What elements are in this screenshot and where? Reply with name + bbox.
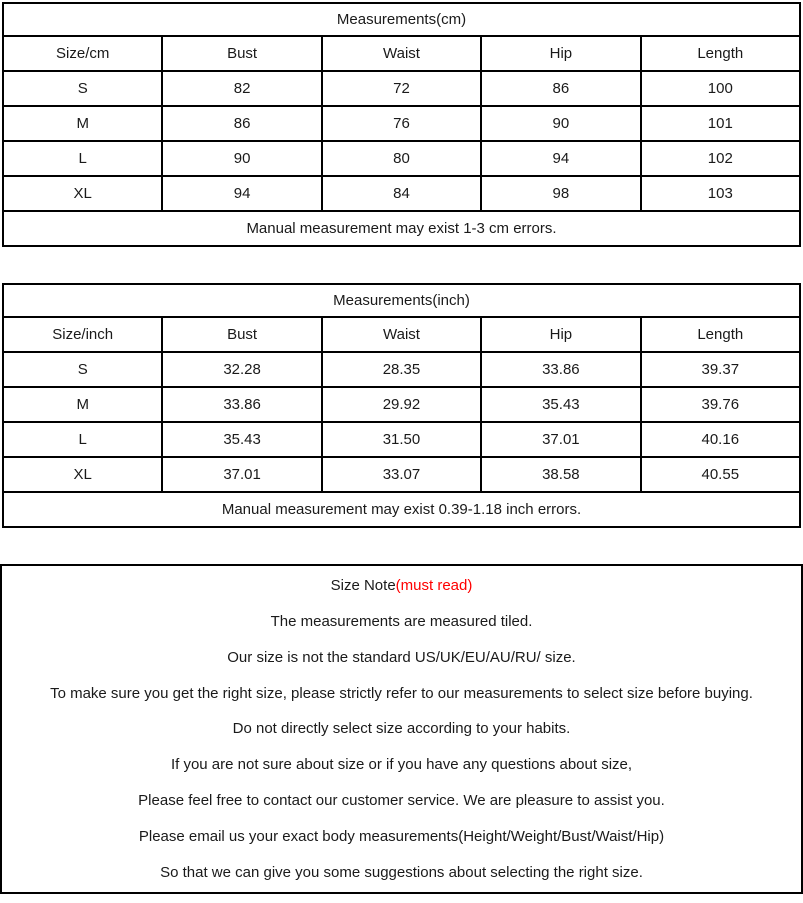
header-size-cm: Size/cm [3, 36, 162, 71]
cell-hip: 33.86 [481, 352, 640, 387]
table-row-l [3, 141, 800, 176]
cell-length: 102 [641, 141, 800, 176]
table-title-inch: Measurements(inch) [3, 284, 800, 317]
cell-hip: 94 [481, 141, 640, 176]
cell-length: 40.16 [641, 422, 800, 457]
note-line: To make sure you get the right size, please strictly refer to our measurements to select size before buying. [50, 684, 753, 702]
measurements-cm-table [2, 2, 801, 247]
size-note-title-text: Size Note [330, 577, 396, 595]
note-line: Please email us your exact body measurements(Height/Weight/Bust/Waist/Hip) [138, 827, 665, 845]
cell-length: 39.37 [641, 352, 800, 387]
table-row-m [3, 387, 800, 422]
table-title-row [3, 284, 800, 317]
cell-length: 100 [641, 71, 800, 106]
cell-waist: 31.50 [322, 422, 481, 457]
table-header-row [3, 36, 800, 71]
header-bust: Bust [162, 36, 321, 71]
cell-bust: 86 [162, 106, 321, 141]
header-bust: Bust [162, 317, 321, 352]
size-note-box [0, 564, 803, 894]
cell-size: M [3, 106, 162, 141]
cell-waist: 84 [322, 176, 481, 211]
cell-waist: 80 [322, 141, 481, 176]
table-row-xl [3, 457, 800, 492]
cell-length: 39.76 [641, 387, 800, 422]
header-hip: Hip [481, 317, 640, 352]
cell-size: M [3, 387, 162, 422]
size-note-title [2, 569, 801, 603]
cell-size: S [3, 71, 162, 106]
note-line: Our size is not the standard US/UK/EU/AU/RU/ size. [227, 648, 576, 666]
cell-bust: 82 [162, 71, 321, 106]
table-title-cm: Measurements(cm) [3, 3, 800, 36]
cell-bust: 32.28 [162, 352, 321, 387]
table-footnote-row [3, 492, 800, 527]
table-row-xl [3, 176, 800, 211]
cell-size: S [3, 352, 162, 387]
footnote-cm: Manual measurement may exist 1-3 cm errors. [3, 211, 800, 246]
header-hip: Hip [481, 36, 640, 71]
cell-hip: 35.43 [481, 387, 640, 422]
header-waist: Waist [322, 36, 481, 71]
header-length: Length [641, 317, 800, 352]
cell-bust: 35.43 [162, 422, 321, 457]
note-line: Do not directly select size according to your habits. [232, 720, 571, 738]
table-footnote-row [3, 211, 800, 246]
cell-bust: 37.01 [162, 457, 321, 492]
cell-bust: 90 [162, 141, 321, 176]
cell-size: XL [3, 176, 162, 211]
cell-hip: 98 [481, 176, 640, 211]
cell-bust: 94 [162, 176, 321, 211]
cell-size: L [3, 422, 162, 457]
note-line: The measurements are measured tiled. [270, 613, 533, 631]
cell-hip: 38.58 [481, 457, 640, 492]
note-line: So that we can give you some suggestions about selecting the right size. [160, 863, 643, 881]
cell-hip: 90 [481, 106, 640, 141]
cell-bust: 33.86 [162, 387, 321, 422]
note-line: If you are not sure about size or if you have any questions about size, [170, 756, 633, 774]
cell-size: L [3, 141, 162, 176]
cell-waist: 29.92 [322, 387, 481, 422]
size-note-must-read: (must read) [395, 577, 473, 595]
cell-hip: 86 [481, 71, 640, 106]
cell-size: XL [3, 457, 162, 492]
cell-waist: 28.35 [322, 352, 481, 387]
header-waist: Waist [322, 317, 481, 352]
header-size-inch: Size/inch [3, 317, 162, 352]
table-row-s [3, 352, 800, 387]
table-title-row [3, 3, 800, 36]
cell-length: 103 [641, 176, 800, 211]
cell-waist: 33.07 [322, 457, 481, 492]
table-row-s [3, 71, 800, 106]
measurements-inch-table [2, 283, 801, 528]
table-row-m [3, 106, 800, 141]
cell-hip: 37.01 [481, 422, 640, 457]
cell-waist: 72 [322, 71, 481, 106]
cell-length: 40.55 [641, 457, 800, 492]
cell-length: 101 [641, 106, 800, 141]
spacer [0, 528, 803, 564]
note-line: Please feel free to contact our customer service. We are pleasure to assist you. [138, 791, 665, 809]
table-header-row [3, 317, 800, 352]
spacer [0, 247, 803, 283]
header-length: Length [641, 36, 800, 71]
footnote-inch: Manual measurement may exist 0.39-1.18 inch errors. [3, 492, 800, 527]
table-row-l [3, 422, 800, 457]
cell-waist: 76 [322, 106, 481, 141]
